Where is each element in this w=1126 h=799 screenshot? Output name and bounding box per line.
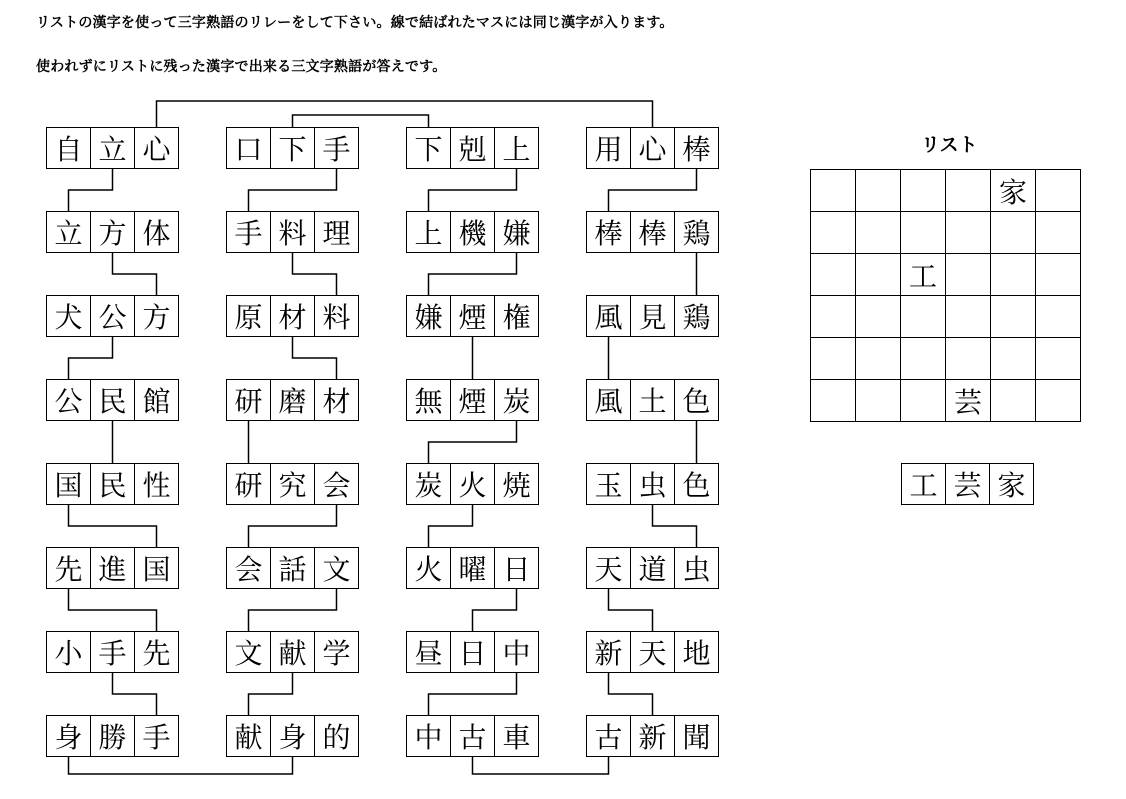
kanji-cell: 中 xyxy=(494,631,539,673)
list-grid-cell xyxy=(901,296,946,338)
compound-word xyxy=(586,295,719,337)
compound-word xyxy=(46,211,179,253)
compound-word xyxy=(226,463,359,505)
kanji-cell: 色 xyxy=(674,463,719,505)
kanji-cell: 車 xyxy=(494,715,539,757)
list-grid-cell xyxy=(811,296,856,338)
connector-line xyxy=(609,673,653,715)
kanji-cell: 風 xyxy=(586,379,631,421)
connector-line xyxy=(157,101,653,127)
list-grid-cell xyxy=(991,254,1036,296)
kanji-cell: 鶏 xyxy=(674,295,719,337)
compound-word xyxy=(406,547,539,589)
kanji-cell: 方 xyxy=(134,295,179,337)
connector-line xyxy=(249,169,337,211)
list-grid-cell xyxy=(991,296,1036,338)
kanji-cell: 心 xyxy=(134,127,179,169)
kanji-cell: 機 xyxy=(450,211,495,253)
connector-line xyxy=(293,253,337,295)
kanji-cell: 日 xyxy=(494,547,539,589)
kanji-cell: 上 xyxy=(406,211,451,253)
kanji-cell: 公 xyxy=(46,379,91,421)
list-grid-cell xyxy=(856,212,901,254)
compound-word xyxy=(586,127,719,169)
kanji-cell: 料 xyxy=(314,295,359,337)
list-grid-cell xyxy=(856,296,901,338)
kanji-cell: 日 xyxy=(450,631,495,673)
kanji-cell: 手 xyxy=(226,211,271,253)
kanji-cell: 献 xyxy=(226,715,271,757)
compound-word xyxy=(406,463,539,505)
list-grid-cell xyxy=(1036,254,1081,296)
kanji-cell: 会 xyxy=(226,547,271,589)
list-grid-cell xyxy=(901,212,946,254)
kanji-cell: 風 xyxy=(586,295,631,337)
compound-word xyxy=(586,631,719,673)
list-grid-cell xyxy=(811,254,856,296)
compound-word xyxy=(406,379,539,421)
compound-word xyxy=(226,127,359,169)
compound-word xyxy=(586,379,719,421)
kanji-cell: 無 xyxy=(406,379,451,421)
list-grid-cell xyxy=(991,338,1036,380)
kanji-cell: 民 xyxy=(90,463,135,505)
list-grid-cell xyxy=(946,338,991,380)
kanji-cell: 手 xyxy=(134,715,179,757)
compound-word xyxy=(226,715,359,757)
kanji-cell: 曜 xyxy=(450,547,495,589)
kanji-cell: 虫 xyxy=(630,463,675,505)
list-grid-cell xyxy=(946,212,991,254)
compound-word xyxy=(46,295,179,337)
answer-word xyxy=(901,463,1034,505)
connector-line xyxy=(429,505,473,547)
kanji-cell: 民 xyxy=(90,379,135,421)
compound-word xyxy=(226,211,359,253)
kanji-cell: 先 xyxy=(46,547,91,589)
answer-cell: 工 xyxy=(901,463,946,505)
kanji-cell: 心 xyxy=(630,127,675,169)
connector-line xyxy=(69,589,157,631)
kanji-cell: 新 xyxy=(586,631,631,673)
compound-word xyxy=(406,715,539,757)
compound-word xyxy=(586,547,719,589)
list-grid-cell xyxy=(1036,380,1081,422)
kanji-cell: 棒 xyxy=(674,127,719,169)
connector-line xyxy=(609,169,697,211)
kanji-cell: 色 xyxy=(674,379,719,421)
kanji-list-grid xyxy=(810,169,1081,422)
compound-word xyxy=(226,631,359,673)
compound-word xyxy=(46,127,179,169)
answer-cell: 芸 xyxy=(945,463,990,505)
connector-line xyxy=(653,505,697,547)
list-grid-cell xyxy=(1036,338,1081,380)
connector-line xyxy=(249,505,337,547)
compound-word xyxy=(46,631,179,673)
compound-word xyxy=(46,463,179,505)
list-grid-cell xyxy=(901,170,946,212)
kanji-cell: 会 xyxy=(314,463,359,505)
kanji-cell: 方 xyxy=(90,211,135,253)
kanji-cell: 天 xyxy=(586,547,631,589)
kanji-cell: 自 xyxy=(46,127,91,169)
list-grid-cell xyxy=(811,338,856,380)
kanji-cell: 道 xyxy=(630,547,675,589)
kanji-cell: 上 xyxy=(494,127,539,169)
answer-cell: 家 xyxy=(989,463,1034,505)
kanji-cell: 献 xyxy=(270,631,315,673)
list-grid-cell: 家 xyxy=(991,170,1036,212)
kanji-cell: 国 xyxy=(46,463,91,505)
compound-word xyxy=(586,463,719,505)
kanji-cell: 火 xyxy=(450,463,495,505)
compound-word xyxy=(406,127,539,169)
kanji-cell: 嫌 xyxy=(406,295,451,337)
instruction-line-1: リストの漢字を使って三字熟語のリレーをして下さい。線で結ばれたマスには同じ漢字が入ります。 xyxy=(36,15,674,31)
kanji-cell: 研 xyxy=(226,379,271,421)
list-grid-cell xyxy=(811,170,856,212)
kanji-cell: 権 xyxy=(494,295,539,337)
connector-line xyxy=(609,589,653,631)
connector-line xyxy=(69,169,113,211)
connector-line xyxy=(249,589,337,631)
compound-word xyxy=(226,379,359,421)
kanji-cell: 文 xyxy=(226,631,271,673)
kanji-cell: 研 xyxy=(226,463,271,505)
kanji-cell: 学 xyxy=(314,631,359,673)
kanji-cell: 小 xyxy=(46,631,91,673)
kanji-cell: 下 xyxy=(270,127,315,169)
list-grid-cell xyxy=(946,296,991,338)
kanji-cell: 炭 xyxy=(406,463,451,505)
list-grid-cell xyxy=(1036,212,1081,254)
kanji-cell: 中 xyxy=(406,715,451,757)
list-title: リスト xyxy=(921,134,978,156)
kanji-cell: 土 xyxy=(630,379,675,421)
kanji-cell: 文 xyxy=(314,547,359,589)
connector-line xyxy=(113,253,157,295)
list-grid-cell xyxy=(856,170,901,212)
kanji-cell: 聞 xyxy=(674,715,719,757)
kanji-cell: 公 xyxy=(90,295,135,337)
connector-line xyxy=(429,169,517,211)
connector-line xyxy=(69,337,113,379)
kanji-cell: 磨 xyxy=(270,379,315,421)
kanji-cell: 原 xyxy=(226,295,271,337)
kanji-cell: 剋 xyxy=(450,127,495,169)
kanji-cell: 鶏 xyxy=(674,211,719,253)
kanji-cell: 材 xyxy=(314,379,359,421)
list-grid-cell xyxy=(811,212,856,254)
kanji-cell: 炭 xyxy=(494,379,539,421)
kanji-cell: 理 xyxy=(314,211,359,253)
list-grid-cell xyxy=(991,380,1036,422)
list-grid-cell xyxy=(946,254,991,296)
kanji-cell: 身 xyxy=(46,715,91,757)
compound-word xyxy=(46,715,179,757)
kanji-cell: 料 xyxy=(270,211,315,253)
connector-line xyxy=(69,757,293,774)
kanji-cell: 立 xyxy=(46,211,91,253)
list-grid-cell: 芸 xyxy=(946,380,991,422)
compound-word xyxy=(226,295,359,337)
kanji-cell: 体 xyxy=(134,211,179,253)
kanji-cell: 地 xyxy=(674,631,719,673)
list-grid-cell xyxy=(946,170,991,212)
kanji-cell: 棒 xyxy=(586,211,631,253)
kanji-cell: 新 xyxy=(630,715,675,757)
kanji-cell: 古 xyxy=(450,715,495,757)
connector-line xyxy=(429,253,517,295)
list-grid-cell xyxy=(856,338,901,380)
kanji-cell: 火 xyxy=(406,547,451,589)
kanji-cell: 立 xyxy=(90,127,135,169)
compound-word xyxy=(406,631,539,673)
kanji-cell: 玉 xyxy=(586,463,631,505)
compound-word xyxy=(586,211,719,253)
kanji-cell: 究 xyxy=(270,463,315,505)
connector-line xyxy=(473,589,517,631)
kanji-cell: 下 xyxy=(406,127,451,169)
kanji-cell: 的 xyxy=(314,715,359,757)
kanji-cell: 手 xyxy=(314,127,359,169)
kanji-cell: 用 xyxy=(586,127,631,169)
kanji-cell: 嫌 xyxy=(494,211,539,253)
list-grid-cell xyxy=(856,380,901,422)
kanji-cell: 進 xyxy=(90,547,135,589)
compound-word xyxy=(406,211,539,253)
kanji-cell: 口 xyxy=(226,127,271,169)
connector-line xyxy=(429,421,517,463)
compound-word xyxy=(226,547,359,589)
connector-line xyxy=(69,505,157,547)
list-grid-cell xyxy=(901,338,946,380)
compound-word xyxy=(46,379,179,421)
kanji-cell: 棒 xyxy=(630,211,675,253)
kanji-cell: 煙 xyxy=(450,295,495,337)
kanji-cell: 手 xyxy=(90,631,135,673)
connector-line xyxy=(293,115,429,127)
connector-line xyxy=(113,673,157,715)
kanji-cell: 虫 xyxy=(674,547,719,589)
list-grid-cell xyxy=(1036,170,1081,212)
connector-line xyxy=(249,673,293,715)
list-grid-cell xyxy=(1036,296,1081,338)
kanji-cell: 勝 xyxy=(90,715,135,757)
kanji-cell: 身 xyxy=(270,715,315,757)
kanji-cell: 天 xyxy=(630,631,675,673)
compound-word xyxy=(406,295,539,337)
kanji-cell: 昼 xyxy=(406,631,451,673)
compound-word xyxy=(46,547,179,589)
connector-line xyxy=(429,673,517,715)
kanji-cell: 犬 xyxy=(46,295,91,337)
kanji-cell: 館 xyxy=(134,379,179,421)
kanji-cell: 焼 xyxy=(494,463,539,505)
kanji-cell: 性 xyxy=(134,463,179,505)
kanji-cell: 材 xyxy=(270,295,315,337)
list-grid-cell xyxy=(856,254,901,296)
instruction-line-2: 使われずにリストに残った漢字で出来る三文字熟語が答えです。 xyxy=(36,59,447,75)
kanji-cell: 古 xyxy=(586,715,631,757)
kanji-cell: 先 xyxy=(134,631,179,673)
list-grid-cell: 工 xyxy=(901,254,946,296)
list-grid-cell xyxy=(991,212,1036,254)
kanji-cell: 見 xyxy=(630,295,675,337)
compound-word xyxy=(586,715,719,757)
kanji-cell: 話 xyxy=(270,547,315,589)
list-grid-cell xyxy=(901,380,946,422)
kanji-cell: 国 xyxy=(134,547,179,589)
list-grid-cell xyxy=(811,380,856,422)
connector-line xyxy=(473,757,609,774)
connector-line xyxy=(293,337,337,379)
kanji-cell: 煙 xyxy=(450,379,495,421)
